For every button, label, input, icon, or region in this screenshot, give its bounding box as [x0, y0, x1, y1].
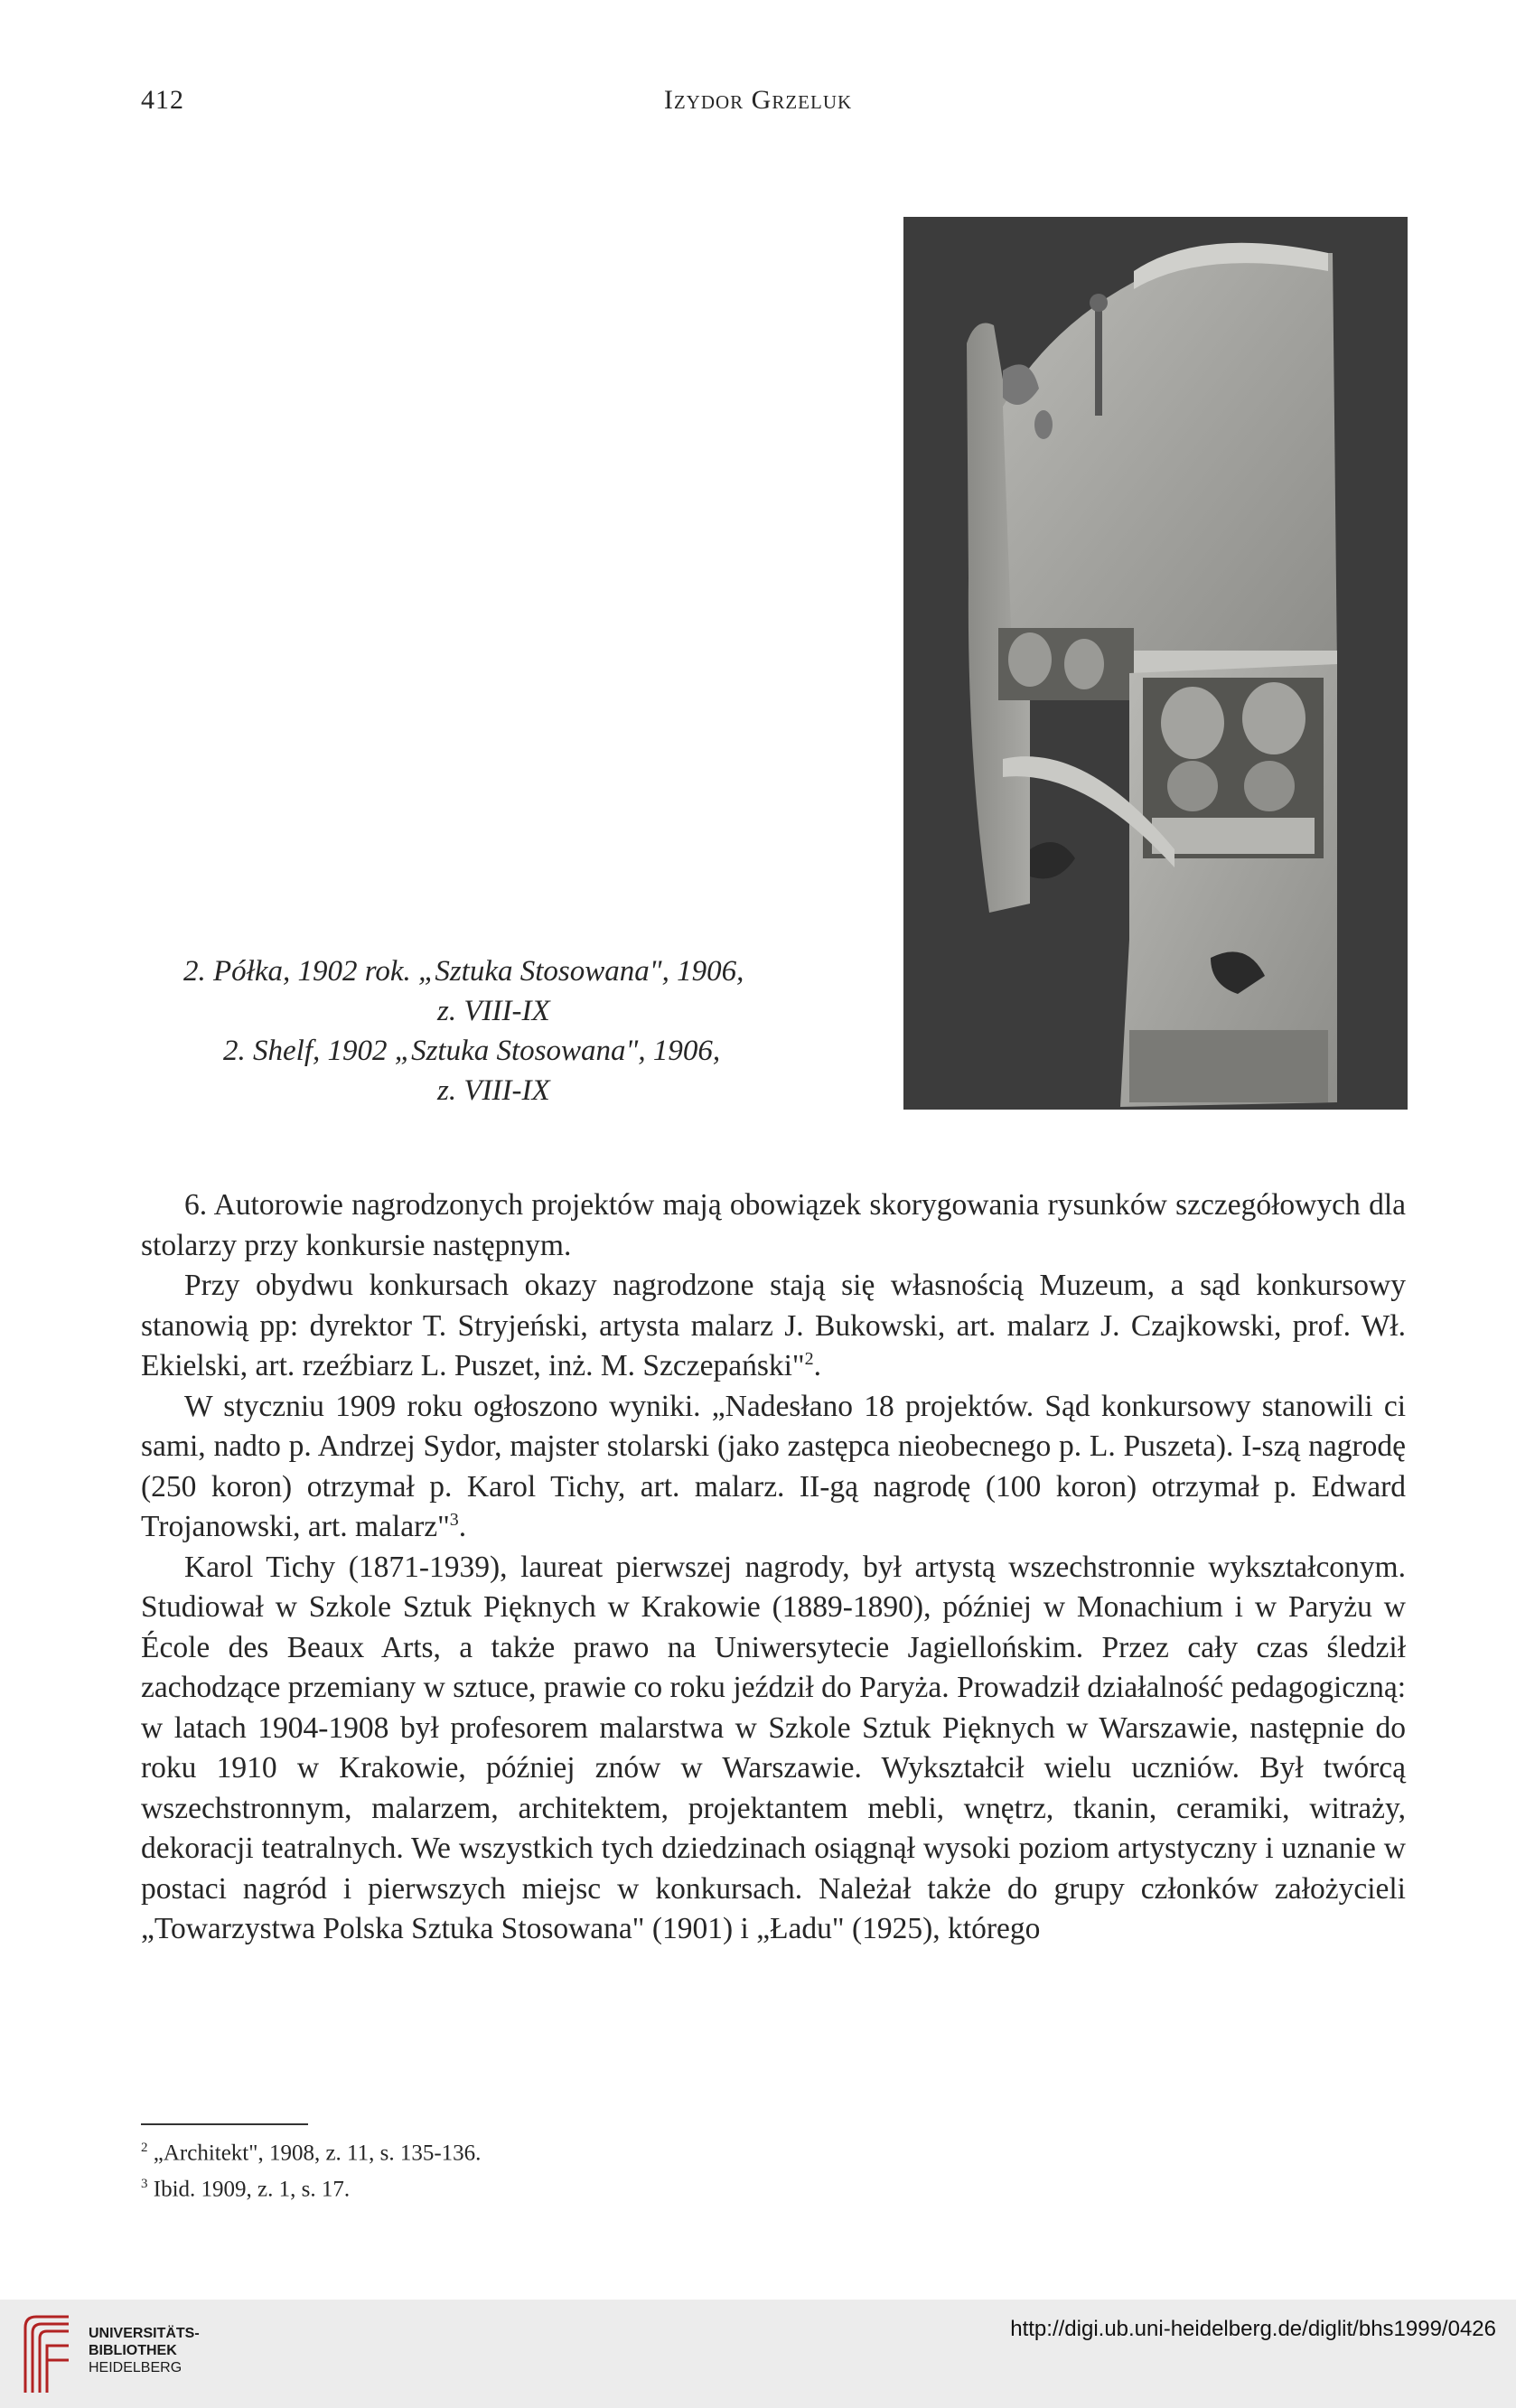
footnote-mark: 3: [141, 2177, 148, 2192]
footnotes: [141, 2132, 481, 2206]
paragraph-1: 6. Autorowie nagrodzonych projektów mają obowiązek skorygowania rysunków szczegółowych dla stolarzy przy konkursie następnym.: [141, 1188, 1406, 1262]
caption-line-polish: 2. Półka, 1902 rok. „Sztuka Stosowana", 1906,: [183, 955, 744, 988]
footer-bar: [0, 2300, 1516, 2408]
paragraph-3-end: .: [458, 1510, 467, 1543]
footnote-ref-2: 2: [804, 1348, 814, 1369]
body-text: [141, 1185, 1406, 1950]
footnote-ref-3: 3: [449, 1509, 459, 1530]
caption-line-polish-issue: z. VIII-IX: [437, 995, 550, 1027]
footnote: [141, 2132, 481, 2169]
figure-caption: [136, 951, 804, 1110]
caption-line-english: 2. Shelf, 1902 „Sztuka Stosowana", 1906,: [223, 1035, 721, 1067]
footnote-separator: [141, 2123, 308, 2125]
caption-line-english-issue: z. VIII-IX: [437, 1074, 550, 1107]
footnote-mark: 2: [141, 2141, 148, 2155]
footnote: [141, 2169, 481, 2205]
library-name-line-1: UNIVERSITÄTS-: [89, 2326, 200, 2341]
shelf-photograph: [903, 217, 1408, 1110]
footnote-text: Ibid. 1909, z. 1, s. 17.: [153, 2177, 351, 2202]
paragraph-2-text: Przy obydwu konkursach okazy nagrodzone stają się własnością Muzeum, a sąd konkursowy stanowią pp: dyrektor T. Stryjeński, artysta malarz J. Bukowski, art. malarz J. Czajkowski, prof. Wł. Ekielski, art. rzeźbiarz L. Puszet, inż. M. Szczepański": [141, 1269, 1406, 1382]
permalink-url[interactable]: http://digi.ub.uni-heidelberg.de/diglit/bhs1999/0426: [1010, 2317, 1496, 2341]
library-name-line-3: HEIDELBERG: [89, 2360, 182, 2375]
paragraph-4: Karol Tichy (1871-1939), laureat pierwszej nagrody, był artystą wszechstronnie wykształconym. Studiował w Szkole Sztuk Pięknych w Krakowie (1889-1890), później w Monachium i w Paryżu w École des Beaux Arts, a także prawo na Uniwersytecie Jagiellońskim. Przez cały czas śledził zachodzące przemiany w sztuce, prawie co roku jeździł do Paryża. Prowadził działalność pedagogiczną: w latach 1904-1908 był profesorem malarstwa w Szkole Sztuk Pięknych w Warszawie, następnie do roku 1910 w Krakowie, później znów w Warszawie. Wykształcił wielu uczniów. Był twórcą wszechstronnym, malarzem, architektem, projektantem mebli, wnętrz, tkanin, ceramiki, witraży, dekoracji teatralnych. We wszystkich tych dziedzinach osiągnął wysoki poziom artystyczny i uznanie w postaci nagród i pierwszych miejsc w konkursach. Należał także do grupy członków założycieli „Towarzystwa Polska Sztuka Stosowana" (1901) i „Ładu" (1925), którego: [141, 1550, 1406, 1945]
paragraph-3-text: W styczniu 1909 roku ogłoszono wyniki. „Nadesłano 18 projektów. Sąd konkursowy stanowili ci sami, nadto p. Andrzej Sydor, majster stolarski (jako zastępca nieobecnego p. L. Puszeta). I-szą nagrodę (250 koron) otrzymał p. Karol Tichy, art. malarz. II-gą nagrodę (100 koron) otrzymał p. Edward Trojanowski, art. malarz": [141, 1389, 1406, 1543]
library-logo-icon: [16, 2310, 80, 2403]
paragraph-2: [141, 1266, 1406, 1387]
paragraph-3: [141, 1387, 1406, 1548]
page-number: 412: [141, 85, 184, 115]
footnote-text: „Architekt", 1908, z. 11, s. 135-136.: [153, 2141, 482, 2166]
library-name: [89, 2325, 200, 2376]
library-name-line-2: BIBLIOTHEK: [89, 2343, 177, 2358]
running-head: Izydor Grzeluk: [663, 85, 853, 115]
paragraph-2-end: .: [813, 1349, 821, 1382]
